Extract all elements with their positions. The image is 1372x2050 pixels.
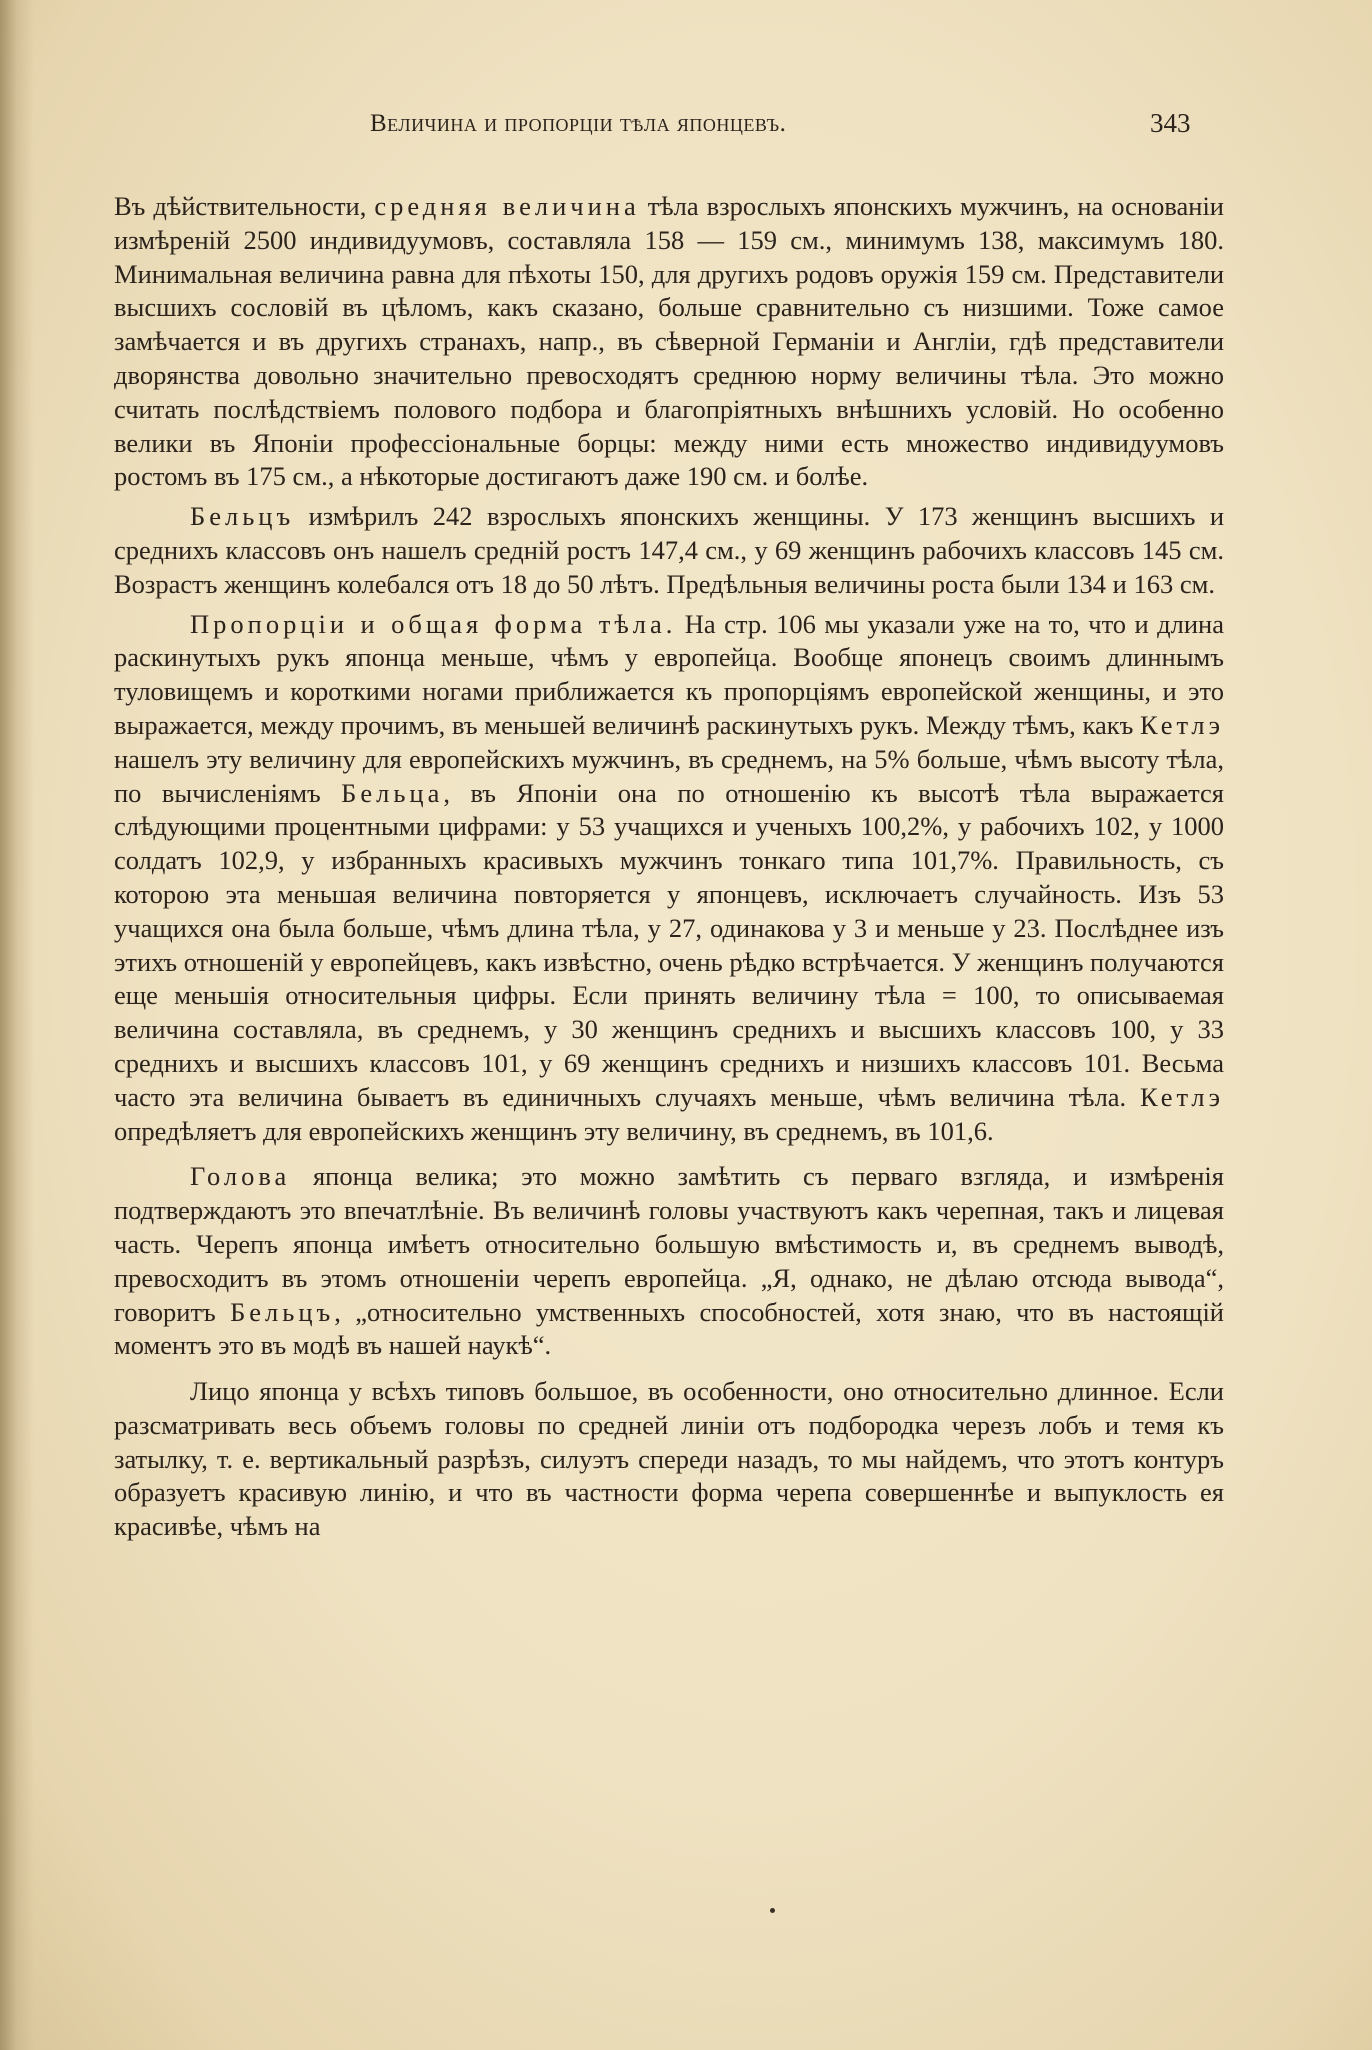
paragraph-5 bbox=[114, 1375, 1224, 1544]
paragraph-1-emphasis: средняя величина bbox=[374, 191, 640, 221]
paragraph-3-emphasis-belz: Бельца bbox=[341, 777, 444, 808]
paragraph-2-text: измѣрилъ 242 взрослыхъ японскихъ женщины. У 173 женщинъ высшихъ и среднихъ классовъ онъ нашелъ средній ростъ 147,4 см., у 69 женщинъ рабочихъ классовъ 145 см. Возрастъ женщинъ колебался отъ 18 до 50 лѣтъ. Предѣльныя величины роста были 134 и 163 см. bbox=[114, 501, 1224, 599]
running-title: Величина и пропорціи тѣла японцевъ. bbox=[370, 110, 787, 137]
paragraph-3-emphasis-quetelet: Кетлэ bbox=[1140, 709, 1224, 740]
paragraph-1 bbox=[114, 190, 1224, 494]
paragraph-5-text: Лицо японца у всѣхъ типовъ большое, въ особенности, оно относительно длинное. Если разсматривать весь объемъ головы по средней линіи отъ подбородка черезъ лобъ и темя къ затылку, т. е. вертикальный разрѣзъ, силуэтъ спереди назадъ, то мы найдемъ, что этотъ контуръ образуетъ красивую линію, и что въ частности форма черепа совершеннѣе и выпуклость ея красивѣе, чѣмъ на bbox=[114, 1376, 1224, 1542]
paragraph-1-text: Въ дѣйствительности, bbox=[114, 191, 375, 221]
paragraph-4-heading: Голова bbox=[190, 1161, 291, 1192]
paragraph-2 bbox=[114, 500, 1224, 601]
paragraph-3-text-2: нашелъ эту величину для европейскихъ мужчинъ, въ среднемъ, на 5% больше, чѣмъ высоту тѣла, по вычисленіямъ bbox=[114, 743, 1224, 808]
paragraph-3-text-3: , въ Японіи она по отношенію къ высотѣ тѣла выражается слѣдующими процентными цифрами: у 53 учащихся и ученыхъ 100,2%, у рабочихъ 102, у 1000 солдатъ 102,9, у избранныхъ красивыхъ мужчинъ тонкаго типа 101,7%. Правильность, съ которою эта меньшая величина повторяется у японцевъ, исключаетъ случайность. Изъ 53 учащихся она была больше, чѣмъ длина тѣла, у 27, одинакова у 3 и меньше у 23. Послѣднее изъ этихъ отношеній у европейцевъ, какъ извѣстно, очень рѣдко встрѣчается. У женщинъ получаются еще меньшія относительныя цифры. Если принять величину тѣла = 100, то описываемая величина составляла, въ среднемъ, у 30 женщинъ среднихъ и высшихъ классовъ 100, у 33 среднихъ и высшихъ классовъ 101, у 69 женщинъ среднихъ и низшихъ классовъ 101. Весьма часто эта величина бываетъ въ единичныхъ случаяхъ меньше, чѣмъ величина тѣла. bbox=[114, 777, 1224, 1112]
paragraph-4-text-2: , „относительно умственныхъ способностей, хотя знаю, что въ настоящій моментъ это въ модѣ въ нашей наукѣ“. bbox=[114, 1296, 1224, 1361]
paragraph-4-emphasis-belz: Бельцъ bbox=[230, 1296, 335, 1327]
page-gutter-shadow bbox=[0, 0, 34, 2050]
body-text bbox=[114, 190, 1224, 1544]
page-number: 343 bbox=[1150, 108, 1191, 138]
paragraph-4-text: японца велика; это можно замѣтить съ перваго взгляда, и измѣренія подтверждаютъ это впечатлѣніе. Въ величинѣ головы участвуютъ какъ черепная, такъ и лицевая часть. Черепъ японца имѣетъ относительно большую вмѣстимость и, въ среднемъ выводѣ, превосходитъ въ этомъ отношеніи черепъ европейца. „Я, однако, не дѣлаю отсюда вывода“, говоритъ bbox=[114, 1161, 1224, 1327]
ink-spot bbox=[770, 1908, 775, 1913]
paragraph-4 bbox=[114, 1160, 1224, 1363]
paragraph-3-heading: Пропорціи и общая форма тѣла. bbox=[190, 608, 677, 639]
paragraph-3-text: На стр. 106 мы указали уже на то, что и длина раскинутыхъ рукъ японца меньше, чѣмъ у европейца. Вообще японецъ своимъ длиннымъ туловищемъ и короткими ногами приближается къ пропорціямъ европейской женщины, и это выражается, между прочимъ, въ меньшей величинѣ раскинутыхъ рукъ. Между тѣмъ, какъ bbox=[114, 608, 1224, 740]
paragraph-3-emphasis-quetelet-2: Кетлэ bbox=[1140, 1081, 1224, 1112]
paragraph-3 bbox=[114, 608, 1224, 1149]
paragraph-3-text-4: опредѣляетъ для европейскихъ женщинъ эту величину, въ среднемъ, въ 101,6. bbox=[114, 1115, 994, 1146]
paragraph-2-emphasis: Бельцъ bbox=[190, 501, 295, 532]
paragraph-1-text-cont: тѣла взрослыхъ японскихъ мужчинъ, на основаніи измѣреній 2500 индивидуумовъ, составляла 158 — 159 см., минимумъ 138, максимумъ 180. Минимальная величина равна для пѣхоты 150, для другихъ родовъ оружія 159 см. Представители высшихъ сословій въ цѣломъ, какъ сказано, больше сравнительно съ низшими. Тоже самое замѣчается и въ другихъ странахъ, напр., въ сѣверной Германіи и Англіи, гдѣ представители дворянства довольно значительно превосходятъ среднюю норму величины тѣла. Это можно считать послѣдствіемъ полового подбора и благопріятныхъ внѣшнихъ условій. Но особенно велики въ Японіи профессіональные борцы: между ними есть множество индивидуумовъ ростомъ въ 175 см., а нѣкоторые достигаютъ даже 190 см. и болѣе. bbox=[114, 191, 1224, 492]
